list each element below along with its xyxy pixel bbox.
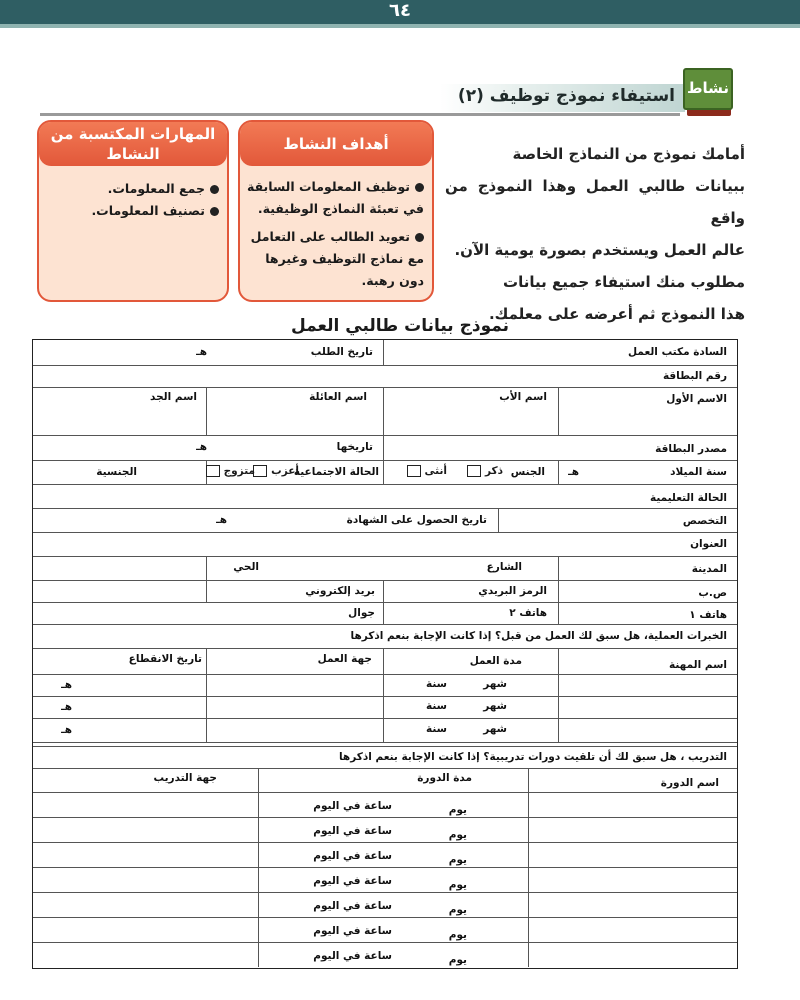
day-label: يوم xyxy=(448,854,467,866)
day-label: يوم xyxy=(448,929,467,941)
bullet-icon xyxy=(415,233,424,242)
activity-goals-title: أهداف النشاط xyxy=(240,122,432,166)
hours-per-day-label: ساعة في اليوم xyxy=(313,925,392,937)
office-label: السادة مكتب العمل xyxy=(628,346,727,358)
specialization-label: التخصص xyxy=(682,515,727,527)
activity-title: استيفاء نموذج توظيف (٢) xyxy=(457,86,675,106)
month-label: شهر xyxy=(483,678,507,690)
single-label: أعزب xyxy=(271,465,299,477)
male-checkbox[interactable] xyxy=(467,465,481,477)
activity-badge xyxy=(683,68,733,120)
district-label: الحي xyxy=(233,561,259,573)
married-checkbox[interactable] xyxy=(206,465,220,477)
page-number: ٦٤ xyxy=(389,0,411,21)
card-number-label: رقم البطاقة xyxy=(662,370,727,382)
female-checkbox[interactable] xyxy=(407,465,421,477)
father-name-label: اسم الأب xyxy=(499,391,547,403)
acquired-skills-box xyxy=(37,120,229,302)
training-row xyxy=(33,942,737,967)
day-label: يوم xyxy=(448,904,467,916)
year-label: سنة xyxy=(426,678,447,690)
year-label: سنة xyxy=(426,723,447,735)
email-label: بريد إلكتروني xyxy=(305,585,375,597)
form-row-experience-question xyxy=(33,624,737,649)
hours-per-day-label: ساعة في اليوم xyxy=(313,850,392,862)
po-box-label: ص.ب xyxy=(698,587,727,599)
instruction-line: أمامك نموذج من النماذج الخاصة xyxy=(512,145,745,163)
hijri-suffix: هـ xyxy=(216,514,227,526)
instruction-line: عالم العمل ويستخدم بصورة يومية الآن. xyxy=(454,241,745,259)
hijri-suffix: هـ xyxy=(61,701,72,713)
form-row-office xyxy=(33,340,737,366)
goal-item xyxy=(246,226,424,292)
experience-row xyxy=(33,696,737,719)
married-label: متزوج xyxy=(223,465,255,477)
activity-goals-box xyxy=(238,120,434,302)
month-label: شهر xyxy=(483,700,507,712)
address-label: العنوان xyxy=(690,538,727,550)
postal-code-label: الرمز البريدي xyxy=(478,585,547,597)
hijri-suffix: هـ xyxy=(196,346,207,358)
hijri-suffix: هـ xyxy=(568,466,579,478)
instruction-line: مطلوب منك استيفاء جميع بيانات xyxy=(503,273,745,291)
first-name-label: الاسم الأول xyxy=(666,393,727,405)
hours-per-day-label: ساعة في اليوم xyxy=(313,875,392,887)
activity-badge-label: نشاط xyxy=(683,68,733,110)
form-row-birth xyxy=(33,460,737,485)
married-option[interactable] xyxy=(204,465,255,477)
mobile-label: جوال xyxy=(348,607,375,619)
training-table-header xyxy=(33,768,737,793)
male-label: ذكر xyxy=(484,465,503,477)
skill-text: تصنيف المعلومات. xyxy=(91,203,205,218)
day-label: يوم xyxy=(448,879,467,891)
card-source-label: مصدر البطاقة xyxy=(655,443,727,455)
instruction-line: هذا النموذج ثم أعرضه على معلمك. xyxy=(488,305,745,323)
goal-item xyxy=(246,176,424,220)
certificate-date-label: تاريخ الحصول على الشهادة xyxy=(346,514,487,526)
hours-per-day-label: ساعة في اليوم xyxy=(313,825,392,837)
card-date-label: تاريخها xyxy=(336,441,373,453)
month-label: شهر xyxy=(483,723,507,735)
single-checkbox[interactable] xyxy=(253,465,267,477)
form-row-training-question xyxy=(33,746,737,769)
job-name-header: اسم المهنة xyxy=(669,659,727,671)
activity-divider xyxy=(40,113,680,116)
training-row xyxy=(33,792,737,818)
phone1-label: هاتف ١ xyxy=(689,609,727,621)
day-label: يوم xyxy=(448,804,467,816)
marital-status-label: الحالة الاجتماعية xyxy=(293,466,379,478)
skill-text: جمع المعلومات. xyxy=(107,181,205,196)
day-label: يوم xyxy=(448,829,467,841)
form-row-city xyxy=(33,556,737,581)
hours-per-day-label: ساعة في اليوم xyxy=(313,800,392,812)
form-row-specialization xyxy=(33,508,737,533)
form-title: نموذج بيانات طالبي العمل xyxy=(290,316,510,336)
hours-per-day-label: ساعة في اليوم xyxy=(313,900,392,912)
experience-table-header xyxy=(33,648,737,675)
gender-label: الجنس xyxy=(510,466,545,478)
experience-row xyxy=(33,718,737,743)
skill-item xyxy=(45,200,219,222)
training-row xyxy=(33,892,737,918)
form-row-names-values xyxy=(33,411,737,436)
form-row-phones xyxy=(33,602,737,625)
form-row-address xyxy=(33,532,737,557)
end-date-header: تاريخ الانقطاع xyxy=(128,653,202,665)
training-row xyxy=(33,842,737,868)
goal-text: تعويد الطالب على التعامل مع نماذج التوظيف وغيرها دون رهبة. xyxy=(250,229,424,288)
instructions-paragraph xyxy=(445,138,745,330)
training-row xyxy=(33,867,737,893)
instruction-line: ببيانات طالبي العمل وهذا النموذج من واقع xyxy=(445,177,745,227)
hijri-suffix: هـ xyxy=(61,679,72,691)
phone2-label: هاتف ٢ xyxy=(509,607,547,619)
course-name-header: اسم الدورة xyxy=(660,777,719,789)
street-label: الشارع xyxy=(486,561,522,573)
skill-item xyxy=(45,178,219,200)
experience-row xyxy=(33,674,737,697)
form-row-education xyxy=(33,484,737,509)
bullet-icon xyxy=(415,183,424,192)
training-row xyxy=(33,817,737,843)
form-row-card-source xyxy=(33,435,737,461)
goal-text: توظيف المعلومات السابقة في تعبئة النماذج الوظيفية. xyxy=(246,179,424,216)
hijri-suffix: هـ xyxy=(61,724,72,736)
birth-year-label: سنة الميلاد xyxy=(670,466,727,478)
form-row-names xyxy=(33,387,737,411)
bullet-icon xyxy=(210,207,219,216)
job-seeker-form xyxy=(32,339,738,969)
experience-question: الخبرات العملية، هل سبق لك العمل من قبل؟ إذا كانت الإجابة بنعم اذكرها xyxy=(350,630,727,642)
family-name-label: اسم العائلة xyxy=(309,391,367,403)
form-row-card-number xyxy=(33,365,737,388)
education-label: الحالة التعليمية xyxy=(649,492,727,504)
training-body-header: جهة التدريب xyxy=(153,772,217,784)
nationality-label: الجنسية xyxy=(96,466,137,478)
hijri-suffix: هـ xyxy=(196,441,207,453)
acquired-skills-title: المهارات المكتسبة من النشاط xyxy=(39,122,227,166)
year-label: سنة xyxy=(426,700,447,712)
bullet-icon xyxy=(210,185,219,194)
employer-header: جهة العمل xyxy=(317,653,372,665)
female-option[interactable] xyxy=(405,465,447,477)
grandfather-name-label: اسم الجد xyxy=(150,391,197,403)
course-duration-header: مدة الدورة xyxy=(417,772,472,784)
male-option[interactable] xyxy=(465,465,503,477)
single-option[interactable] xyxy=(251,465,299,477)
training-row xyxy=(33,917,737,943)
city-label: المدينة xyxy=(691,563,727,575)
female-label: أنثى xyxy=(424,465,447,477)
hours-per-day-label: ساعة في اليوم xyxy=(313,950,392,962)
request-date-label: تاريخ الطلب xyxy=(310,346,373,358)
training-question: التدريب ، هل سبق لك أن تلقيت دورات تدريبية؟ إذا كانت الإجابة بنعم اذكرها xyxy=(338,751,727,763)
day-label: يوم xyxy=(448,954,467,966)
form-row-postal xyxy=(33,580,737,603)
work-duration-header: مدة العمل xyxy=(469,655,522,667)
